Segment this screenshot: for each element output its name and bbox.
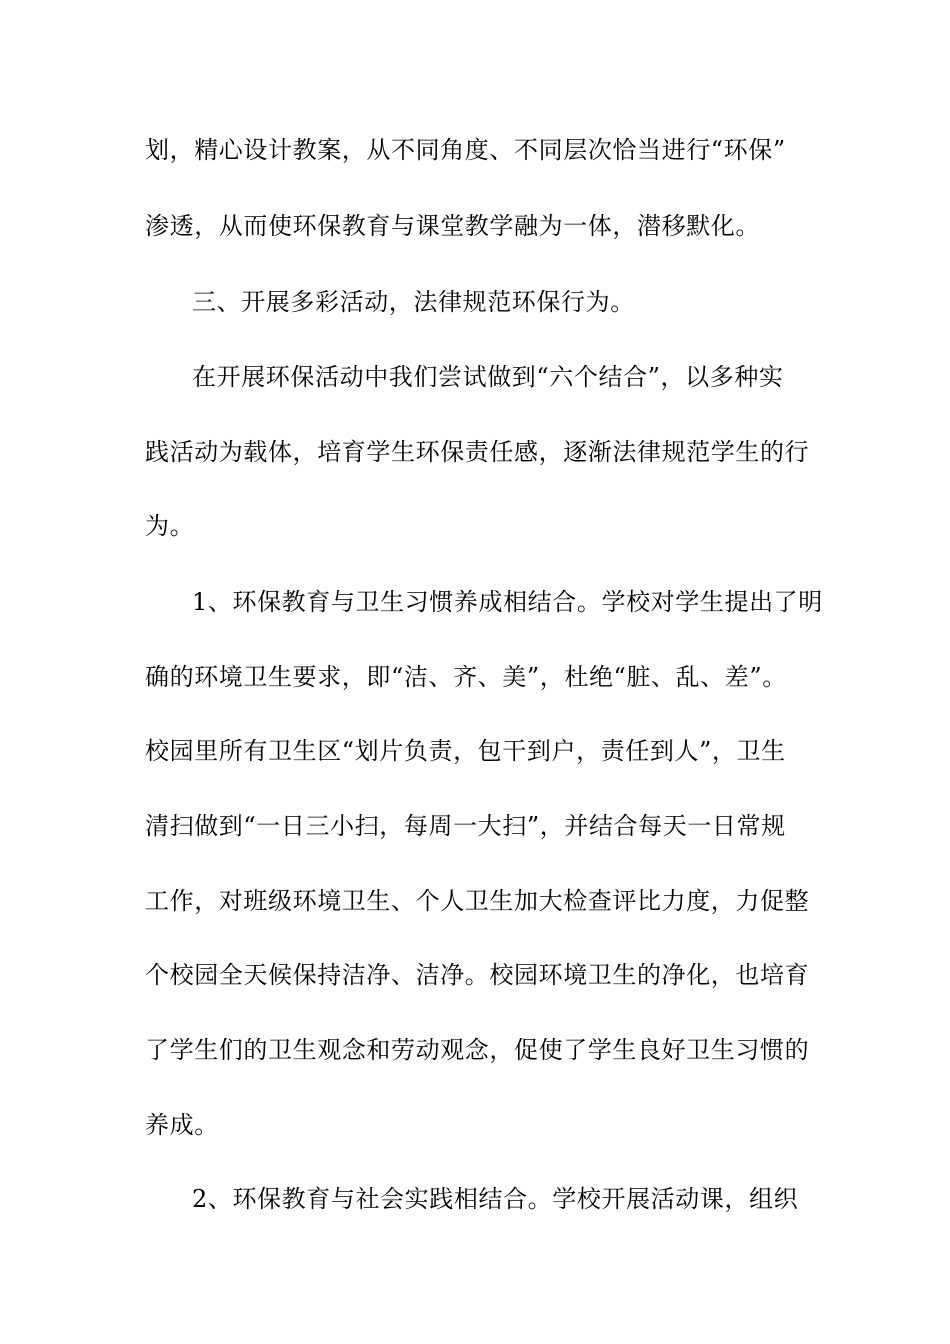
text-line: 为。	[145, 512, 195, 540]
text-line: 践活动为载体，培育学生环保责任感，逐渐法律规范学生的行	[145, 438, 810, 466]
text-line: 确的环境卫生要求，即“洁、齐、美”，杜绝“脏、乱、差”。	[145, 663, 787, 691]
text-line: 在开展环保活动中我们尝试做到“六个结合”，以多种实	[192, 363, 784, 391]
text-line: 2、环保教育与社会实践相结合。学校开展活动课，组织	[192, 1185, 799, 1213]
text-line: 划，精心设计教案，从不同角度、不同层次恰当进行“环保”	[145, 136, 786, 164]
text-line: 清扫做到“一日三小扫，每周一大扫”，并结合每天一日常规	[145, 812, 786, 840]
text-line: 工作，对班级环境卫生、个人卫生加大检查评比力度，力促整	[145, 887, 810, 915]
text-line: 了学生们的卫生观念和劳动观念，促使了学生良好卫生习惯的	[145, 1036, 810, 1064]
section-heading: 三、开展多彩活动，法律规范环保行为。	[192, 288, 635, 316]
text-line: 校园里所有卫生区“划片负责，包干到户，责任到人”，卫生	[145, 737, 786, 765]
text-line: 个校园全天候保持洁净、洁净。校园环境卫生的净化，也培育	[145, 961, 810, 989]
text-line: 渗透，从而使环保教育与课堂教学融为一体，潜移默化。	[145, 212, 760, 240]
text-line: 1、环保教育与卫生习惯养成相结合。学校对学生提出了明	[192, 588, 823, 616]
text-line: 养成。	[145, 1111, 219, 1139]
